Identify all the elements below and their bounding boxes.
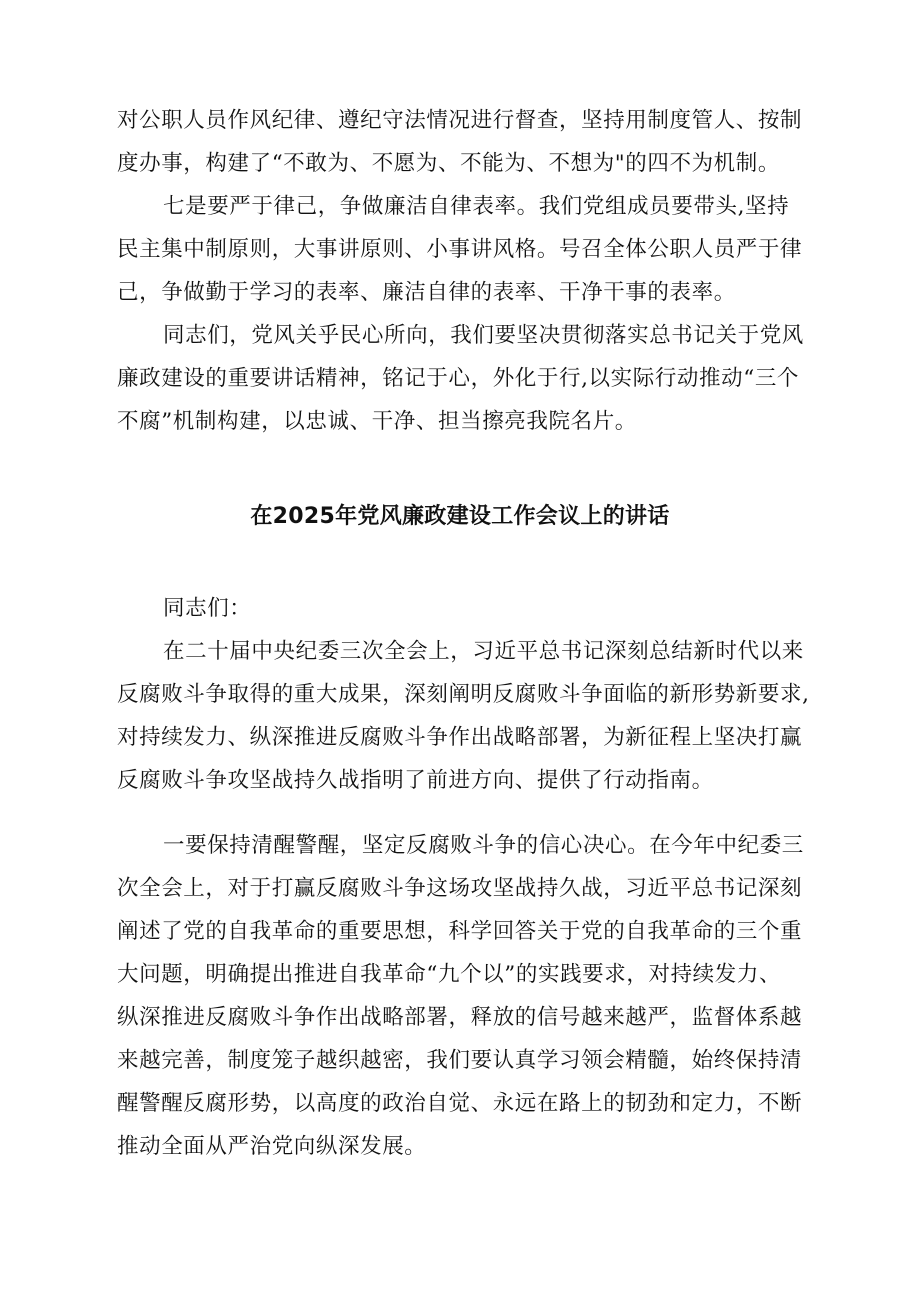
text-line: 己，争做勤于学习的表率、廉洁自律的表率、干净干事的表率。: [117, 280, 736, 305]
text-line: 推动全面从严治党向纵深发展。: [117, 1134, 427, 1159]
speech-title: 在2025年党风廉政建设工作会议上的讲话: [250, 504, 670, 529]
text-line: 不腐”机制构建，以忠诚、干净、担当擦亮我院名片。: [117, 409, 637, 434]
text-line: 反腐败斗争攻坚战持久战指明了前进方向、提供了行动指南。: [117, 768, 714, 793]
salutation: 同志们：: [163, 596, 252, 621]
text-line: 纵深推进反腐败斗争作出战略部署，释放的信号越来越严，监督体系越: [117, 1005, 803, 1030]
text-line: 一要保持清醒警醒，坚定反腐败斗争的信心决心。在今年中纪委三: [163, 833, 804, 858]
text-line: 对持续发力、纵深推进反腐败斗争作出战略部署，为新征程上坚决打赢: [117, 725, 803, 750]
text-line: 七是要严于律己，争做廉洁自律表率。我们党组成员要带头,坚持: [163, 194, 790, 219]
text-line: 民主集中制原则，大事讲原则、小事讲风格。号召全体公职人员严于律: [117, 237, 803, 262]
text-line: 对公职人员作风纪律、遵纪守法情况进行督查，坚持用制度管人、按制: [117, 108, 803, 133]
text-line: 来越完善，制度笼子越织越密，我们要认真学习领会精髓，始终保持清: [117, 1048, 803, 1073]
text-line: 醒警醒反腐形势，以高度的政治自觉、永远在路上的韧劲和定力，不断: [117, 1091, 803, 1116]
text-line: 大问题，明确提出推进自我革命“九个以”的实践要求，对持续发力、: [117, 962, 782, 987]
text-line: 次全会上，对于打赢反腐败斗争这场攻坚战持久战，习近平总书记深刻: [117, 876, 803, 901]
text-line: 同志们，党风关乎民心所向，我们要坚决贯彻落实总书记关于党风: [163, 323, 804, 348]
text-line: 度办事，构建了“不敢为、不愿为、不能为、不想为"的四不为机制。: [117, 151, 780, 176]
text-line: 在二十届中央纪委三次全会上，习近平总书记深刻总结新时代以来: [163, 639, 804, 664]
text-line: 阐述了党的自我革命的重要思想，科学回答关于党的自我革命的三个重: [117, 919, 803, 944]
text-line: 廉政建设的重要讲话精神，铭记于心，外化于行,以实际行动推动“三个: [117, 366, 800, 391]
text-line: 反腐败斗争取得的重大成果，深刻阐明反腐败斗争面临的新形势新要求,: [117, 682, 810, 707]
